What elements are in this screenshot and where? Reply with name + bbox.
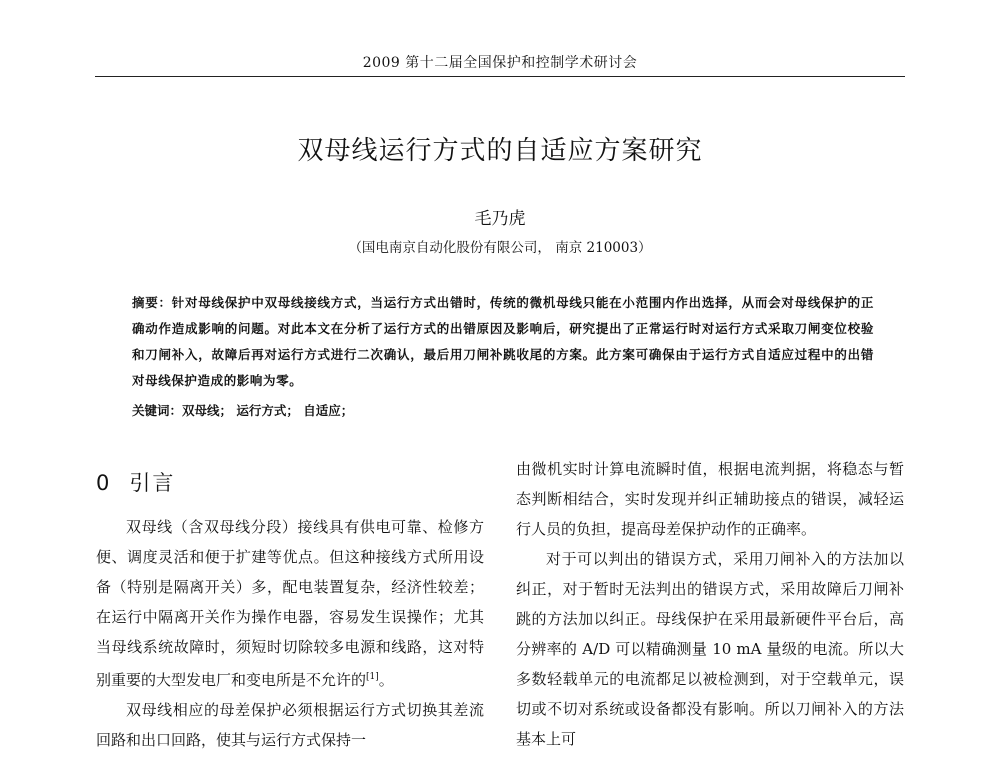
paper-title: 双母线运行方式的自适应方案研究 — [297, 136, 703, 166]
section-heading — [96, 468, 484, 498]
author-name: 毛乃虎 — [474, 209, 526, 229]
abstract-label: 摘要： — [132, 295, 172, 310]
header-rule — [95, 76, 905, 77]
abstract-text: 针对母线保护中双母线接线方式，当运行方式出错时，传统的微机母线只能在小范围内作出选择，从而会对母线保护的正确动作造成影响的问题。对此本文在分析了运行方式的出错原因及影响后，研究提出了正常运行时对运行方式采取刀闸变位校验和刀闸补入，故障后再对运行方式进行二次确认，最后用刀闸补跳收尾的方案。此方案可确保由于运行方式自适应过程中的出错对母线保护造成的影响为零。 — [132, 295, 874, 388]
paragraph: 双母线相应的母差保护必须根据运行方式切换其差流回路和出口回路，使其与运行方式保持一 — [96, 701, 484, 749]
paragraph — [96, 512, 484, 695]
right-column — [516, 454, 904, 754]
keywords-label: 关键词： — [132, 403, 183, 418]
running-header: 2009 第十二届全国保护和控制学术研讨会 — [362, 55, 638, 71]
section-title: 引言 — [129, 471, 176, 495]
citation-ref[interactable]: [1] — [366, 672, 379, 682]
author-affiliation: （国电南京自动化股份有限公司， 南京 210003） — [348, 240, 652, 256]
section-number: 0 — [96, 471, 112, 495]
keywords-text: 双母线； 运行方式； 自适应； — [182, 403, 354, 418]
abstract — [132, 290, 874, 394]
paragraph-text: 双母线（含双母线分段）接线具有供电可靠、检修方便、调度灵活和便于扩建等优点。但这种接线方式所用设备（特别是隔离开关）多，配电装置复杂，经济性较差；在运行中隔离开关作为操作电器，容易发生误操作；尤其当母线系统故障时，须短时切除较多电源和线路，这对特别重要的大型发电厂和变电所是不允许的 — [96, 518, 484, 689]
paragraph: 由微机实时计算电流瞬时值，根据电流判据，将稳态与暂态判断相结合，实时发现并纠正辅助接点的错误，减轻运行人员的负担，提高母差保护动作的正确率。 — [516, 460, 904, 538]
keywords — [132, 398, 874, 424]
paragraph-end: 。 — [378, 671, 394, 689]
left-column — [96, 462, 484, 755]
paragraph: 对于可以判出的错误方式，采用刀闸补入的方法加以纠正，对于暂时无法判出的错误方式，采用故障后刀闸补跳的方法加以纠正。母线保护在采用最新硬件平台后，高分辨率的 A/D 可以精确测量 10 mA 量级的电流。所以大多数轻载单元的电流都足以被检测到，对于空载单元，误切或不切对系统或设备都没有影响。所以刀闸补入的方法基本上可 — [516, 550, 904, 748]
